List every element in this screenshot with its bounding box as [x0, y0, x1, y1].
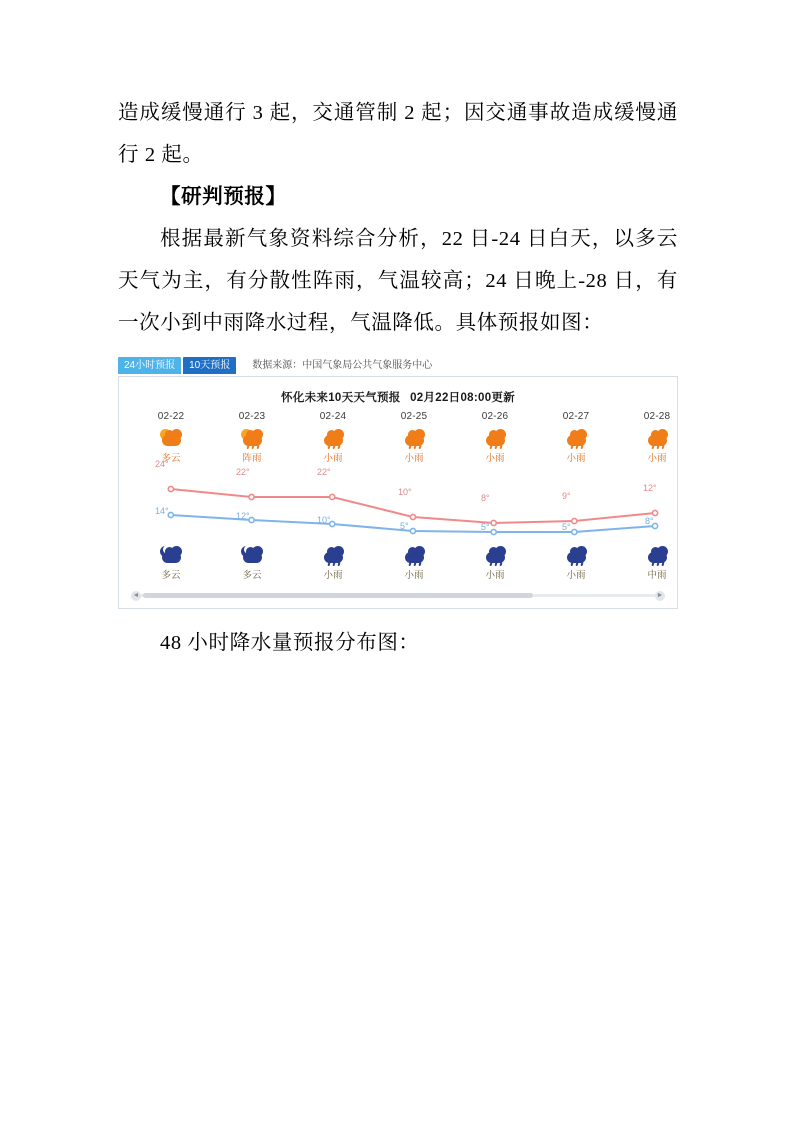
shower-icon: [240, 427, 264, 449]
light-rain-icon: [564, 427, 588, 449]
weather-night-block[interactable]: [131, 539, 211, 581]
weather-day-column[interactable]: [131, 411, 211, 464]
section-heading-forecast: 【研判预报】: [160, 186, 287, 208]
weather-day-column[interactable]: [536, 411, 616, 464]
cloud-sun-icon: [159, 427, 183, 449]
weather-widget: [118, 357, 678, 609]
low-temp-label: 10°: [317, 515, 331, 525]
high-temp-label: 22°: [317, 467, 331, 477]
low-temp-label: 5°: [562, 522, 571, 532]
weather-night-block[interactable]: [374, 539, 454, 581]
tab-10day-forecast[interactable]: 10天预报: [183, 357, 236, 374]
weather-night-condition: 小雨: [566, 570, 586, 581]
light-rain-icon: [402, 427, 426, 449]
weather-columns: [119, 411, 677, 597]
weather-day-column[interactable]: [617, 411, 697, 464]
weather-day-condition: 小雨: [404, 453, 424, 464]
weather-night-condition: 小雨: [404, 570, 424, 581]
weather-night-block[interactable]: [617, 539, 697, 581]
weather-scrollbar[interactable]: [131, 591, 665, 600]
weather-day-condition: 阵雨: [242, 453, 262, 464]
weather-date: 02-26: [481, 411, 509, 422]
weather-night-condition: 多云: [242, 570, 262, 581]
weather-updated: 02月22日08:00更新: [410, 392, 515, 404]
high-temp-label: 9°: [562, 491, 571, 501]
night-light-rain-icon: [564, 544, 588, 566]
low-temp-label: 8°: [645, 516, 654, 526]
weather-title: [119, 377, 677, 405]
weather-day-column[interactable]: [455, 411, 535, 464]
night-light-rain-icon: [402, 544, 426, 566]
scrollbar-thumb[interactable]: [143, 593, 533, 598]
weather-date: 02-23: [238, 411, 266, 422]
temperature-chart: [119, 471, 677, 541]
weather-date: 02-27: [562, 411, 590, 422]
weather-day-condition: 多云: [161, 453, 181, 464]
weather-tabbar: [118, 357, 678, 377]
night-moderate-rain-icon: [645, 544, 669, 566]
light-rain-icon: [483, 427, 507, 449]
moon-cloud-icon: [240, 544, 264, 566]
high-temp-label: 10°: [398, 487, 412, 497]
tab-24h-forecast[interactable]: 24小时预报: [118, 357, 181, 374]
weather-date: 02-22: [157, 411, 185, 422]
weather-day-column[interactable]: [293, 411, 373, 464]
weather-night-block[interactable]: [536, 539, 616, 581]
weather-day-condition: 小雨: [323, 453, 343, 464]
weather-night-block[interactable]: [212, 539, 292, 581]
weather-day-column[interactable]: [374, 411, 454, 464]
night-light-rain-icon: [321, 544, 345, 566]
weather-date: 02-25: [400, 411, 428, 422]
high-temp-label: 22°: [236, 467, 250, 477]
document-body: [118, 92, 678, 344]
weather-date: 02-24: [319, 411, 347, 422]
weather-day-condition: 小雨: [647, 453, 667, 464]
weather-night-condition: 多云: [161, 570, 181, 581]
moon-cloud-icon: [159, 544, 183, 566]
figure-caption: 48 小时降水量预报分布图：: [160, 632, 420, 654]
low-temp-label: 5°: [400, 521, 409, 531]
weather-night-condition: 小雨: [323, 570, 343, 581]
weather-day-condition: 小雨: [485, 453, 505, 464]
high-temp-label: 24°: [155, 459, 169, 469]
paragraph-traffic: 造成缓慢通行 3 起，交通管制 2 起；因交通事故造成缓慢通行 2 起。: [118, 102, 678, 166]
weather-date: 02-28: [643, 411, 671, 422]
light-rain-icon: [645, 427, 669, 449]
scroll-right-icon[interactable]: ►: [656, 592, 664, 599]
weather-night-block[interactable]: [293, 539, 373, 581]
weather-panel: [118, 377, 678, 609]
high-temp-label: 12°: [643, 483, 657, 493]
paragraph-forecast: 根据最新气象资料综合分析，22 日-24 日白天，以多云天气为主，有分散性阵雨，气温较高；24 日晚上-28 日，有一次小到中雨降水过程，气温降低。具体预报如图：: [118, 228, 678, 334]
night-light-rain-icon: [483, 544, 507, 566]
weather-day-column[interactable]: [212, 411, 292, 464]
scroll-left-icon[interactable]: ◄: [132, 592, 140, 599]
weather-day-condition: 小雨: [566, 453, 586, 464]
low-temp-label: 5°: [481, 522, 490, 532]
weather-title-text: 怀化未来10天天气预报: [281, 392, 401, 404]
low-temp-label: 14°: [155, 506, 169, 516]
high-temp-label: 8°: [481, 493, 490, 503]
weather-night-condition: 小雨: [485, 570, 505, 581]
light-rain-icon: [321, 427, 345, 449]
weather-source: 数据来源：中国气象局公共气象服务中心: [252, 360, 433, 371]
weather-night-condition: 中雨: [647, 570, 667, 581]
low-temp-label: 12°: [236, 511, 250, 521]
weather-night-block[interactable]: [455, 539, 535, 581]
